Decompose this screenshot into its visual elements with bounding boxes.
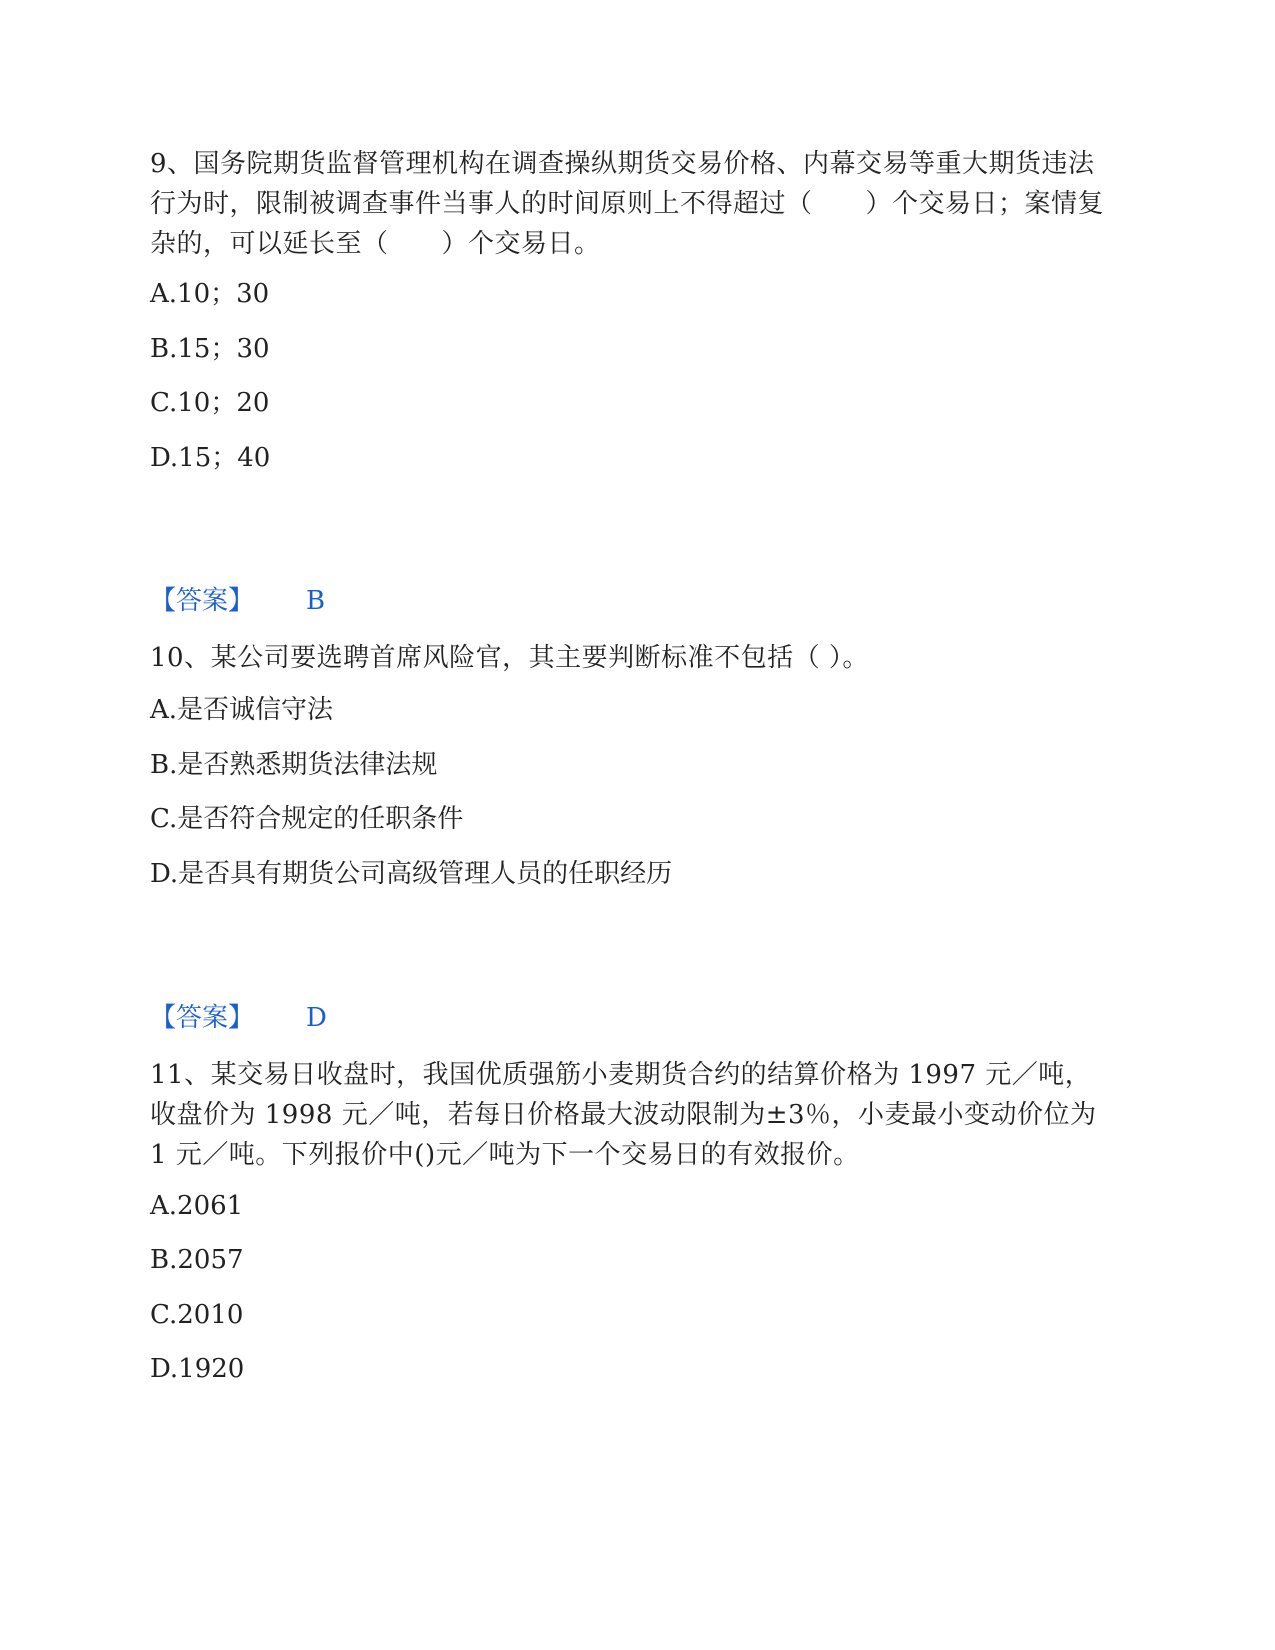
question-9-answer (150, 583, 325, 619)
question-10-option-c: C.是否符合规定的任职条件 (150, 804, 464, 834)
question-11-stem: 11、某交易日收盘时，我国优质强筋小麦期货合约的结算价格为 1997 元／吨，收盘价为 1998 元／吨，若每日价格最大波动限制为±3％，小麦最小变动价位为 1 元／吨。下列报价中()元／吨为下一个交易日的有效报价。 (150, 1060, 1097, 1170)
question-9-option-b: B.15；30 (150, 334, 270, 364)
answer-label: 【答案】 (150, 1003, 255, 1033)
question-11-option-c: C.2010 (150, 1300, 244, 1330)
question-10-option-b: B.是否熟悉期货法律法规 (150, 750, 438, 780)
answer-label: 【答案】 (150, 586, 255, 616)
question-10-stem: 10、某公司要选聘首席风险官，其主要判断标准不包括（ ）。 (150, 643, 869, 673)
question-9-stem: 9、国务院期货监督管理机构在调查操纵期货交易价格、内幕交易等重大期货违法行为时，限制被调查事件当事人的时间原则上不得超过（ ）个交易日；案情复杂的，可以延长至（ ）个交易日。 (150, 149, 1105, 259)
question-10-option-a: A.是否诚信守法 (150, 695, 334, 725)
question-10-option-d: D.是否具有期货公司高级管理人员的任职经历 (150, 859, 673, 889)
answer-value: B (306, 586, 326, 616)
question-9-option-d: D.15；40 (150, 443, 271, 473)
answer-value: D (306, 1003, 327, 1033)
question-9-option-a: A.10；30 (150, 279, 270, 309)
question-10-answer (150, 1000, 327, 1036)
question-11-option-b: B.2057 (150, 1245, 244, 1275)
question-11-option-a: A.2061 (150, 1191, 244, 1221)
question-9-option-c: C.10；20 (150, 388, 270, 418)
question-11-option-d: D.1920 (150, 1354, 245, 1384)
